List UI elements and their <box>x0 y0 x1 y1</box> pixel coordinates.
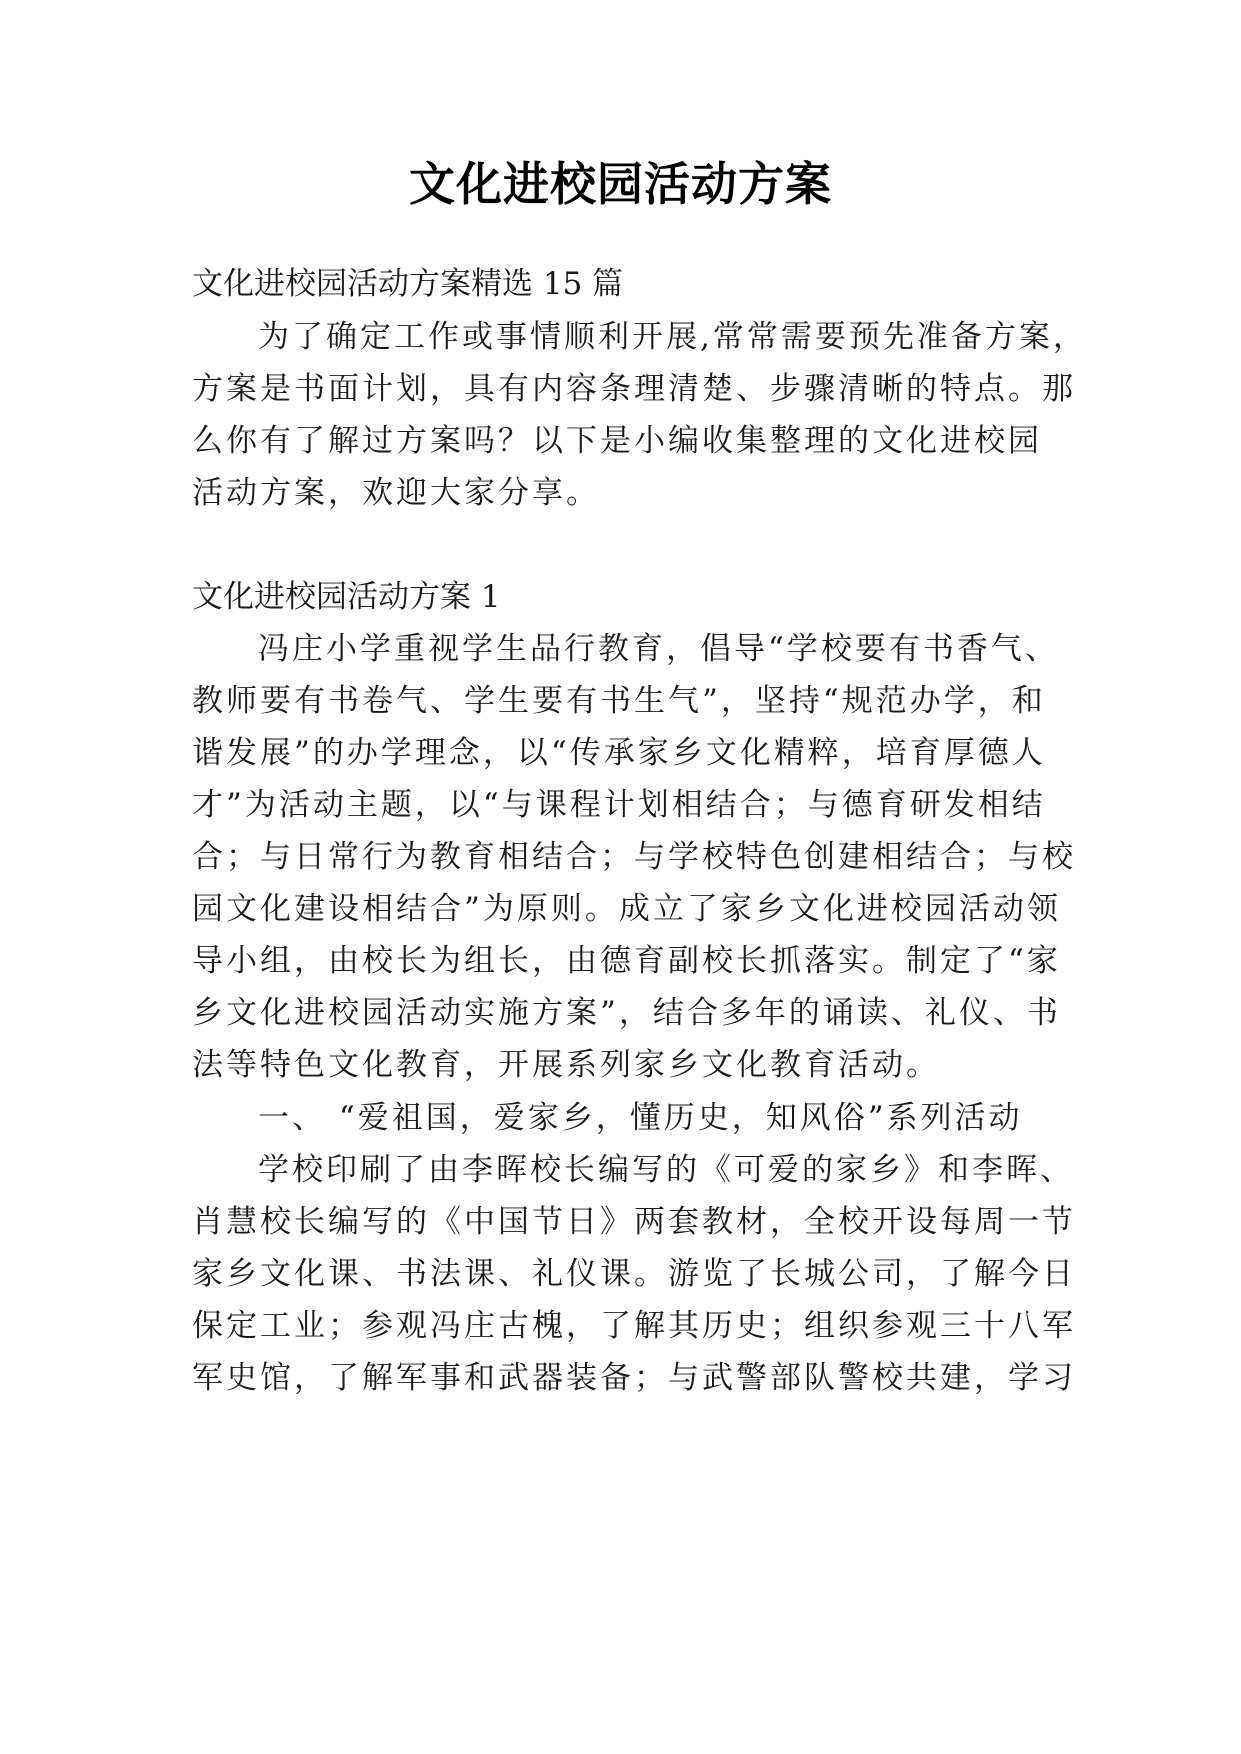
section1-line: 乡文化进校园活动实施方案”，结合多年的诵读、礼仪、书 <box>192 995 1061 1031</box>
item1-line: 学校印刷了由李晖校长编写的《可爱的家乡》和李晖、 <box>258 1152 1074 1188</box>
section1-line: 园文化建设相结合”为原则。成立了家乡文化进校园活动领 <box>192 891 1061 927</box>
intro-line: 方案是书面计划，具有内容条理清楚、步骤清晰的特点。那 <box>192 371 1076 407</box>
section1-heading: 文化进校园活动方案 1 <box>192 579 501 615</box>
section1-line: 才”为活动主题，以“与课程计划相结合；与德育研发相结 <box>192 787 1046 823</box>
item1-line: 军史馆，了解军事和武器装备；与武警部队警校共建，学习 <box>192 1360 1076 1396</box>
section1-line: 合；与日常行为教育相结合；与学校特色创建相结合；与校 <box>192 839 1076 875</box>
item1-line: 家乡文化课、书法课、礼仪课。游览了长城公司，了解今日 <box>192 1256 1076 1292</box>
section1-line: 法等特色文化教育，开展系列家乡文化教育活动。 <box>192 1047 940 1083</box>
item1-line: 保定工业；参观冯庄古槐，了解其历史；组织参观三十八军 <box>192 1308 1076 1344</box>
section1-line: 谐发展”的办学理念，以“传承家乡文化精粹，培育厚德人 <box>192 735 1046 771</box>
section1-line: 冯庄小学重视学生品行教育，倡导“学校要有书香气、 <box>258 631 1059 667</box>
intro-line: 为了确定工作或事情顺利开展,常常需要预先准备方案， <box>258 319 1087 355</box>
document-subtitle: 文化进校园活动方案精选 15 篇 <box>192 266 624 302</box>
section1-line: 教师要有书卷气、学生要有书生气”，坚持“规范办学，和 <box>192 683 1046 719</box>
document-title: 文化进校园活动方案 <box>409 157 832 211</box>
intro-line: 么你有了解过方案吗？以下是小编收集整理的文化进校园 <box>192 423 1042 459</box>
section1-line: 导小组，由校长为组长，由德育副校长抓落实。制定了“家 <box>192 943 1061 979</box>
intro-line: 活动方案，欢迎大家分享。 <box>192 475 600 511</box>
item1-line: 肖慧校长编写的《中国节日》两套教材，全校开设每周一节 <box>192 1204 1076 1240</box>
item1-heading: 一、 “爱祖国，爱家乡，懂历史，知风俗”系列活动 <box>258 1100 1023 1136</box>
